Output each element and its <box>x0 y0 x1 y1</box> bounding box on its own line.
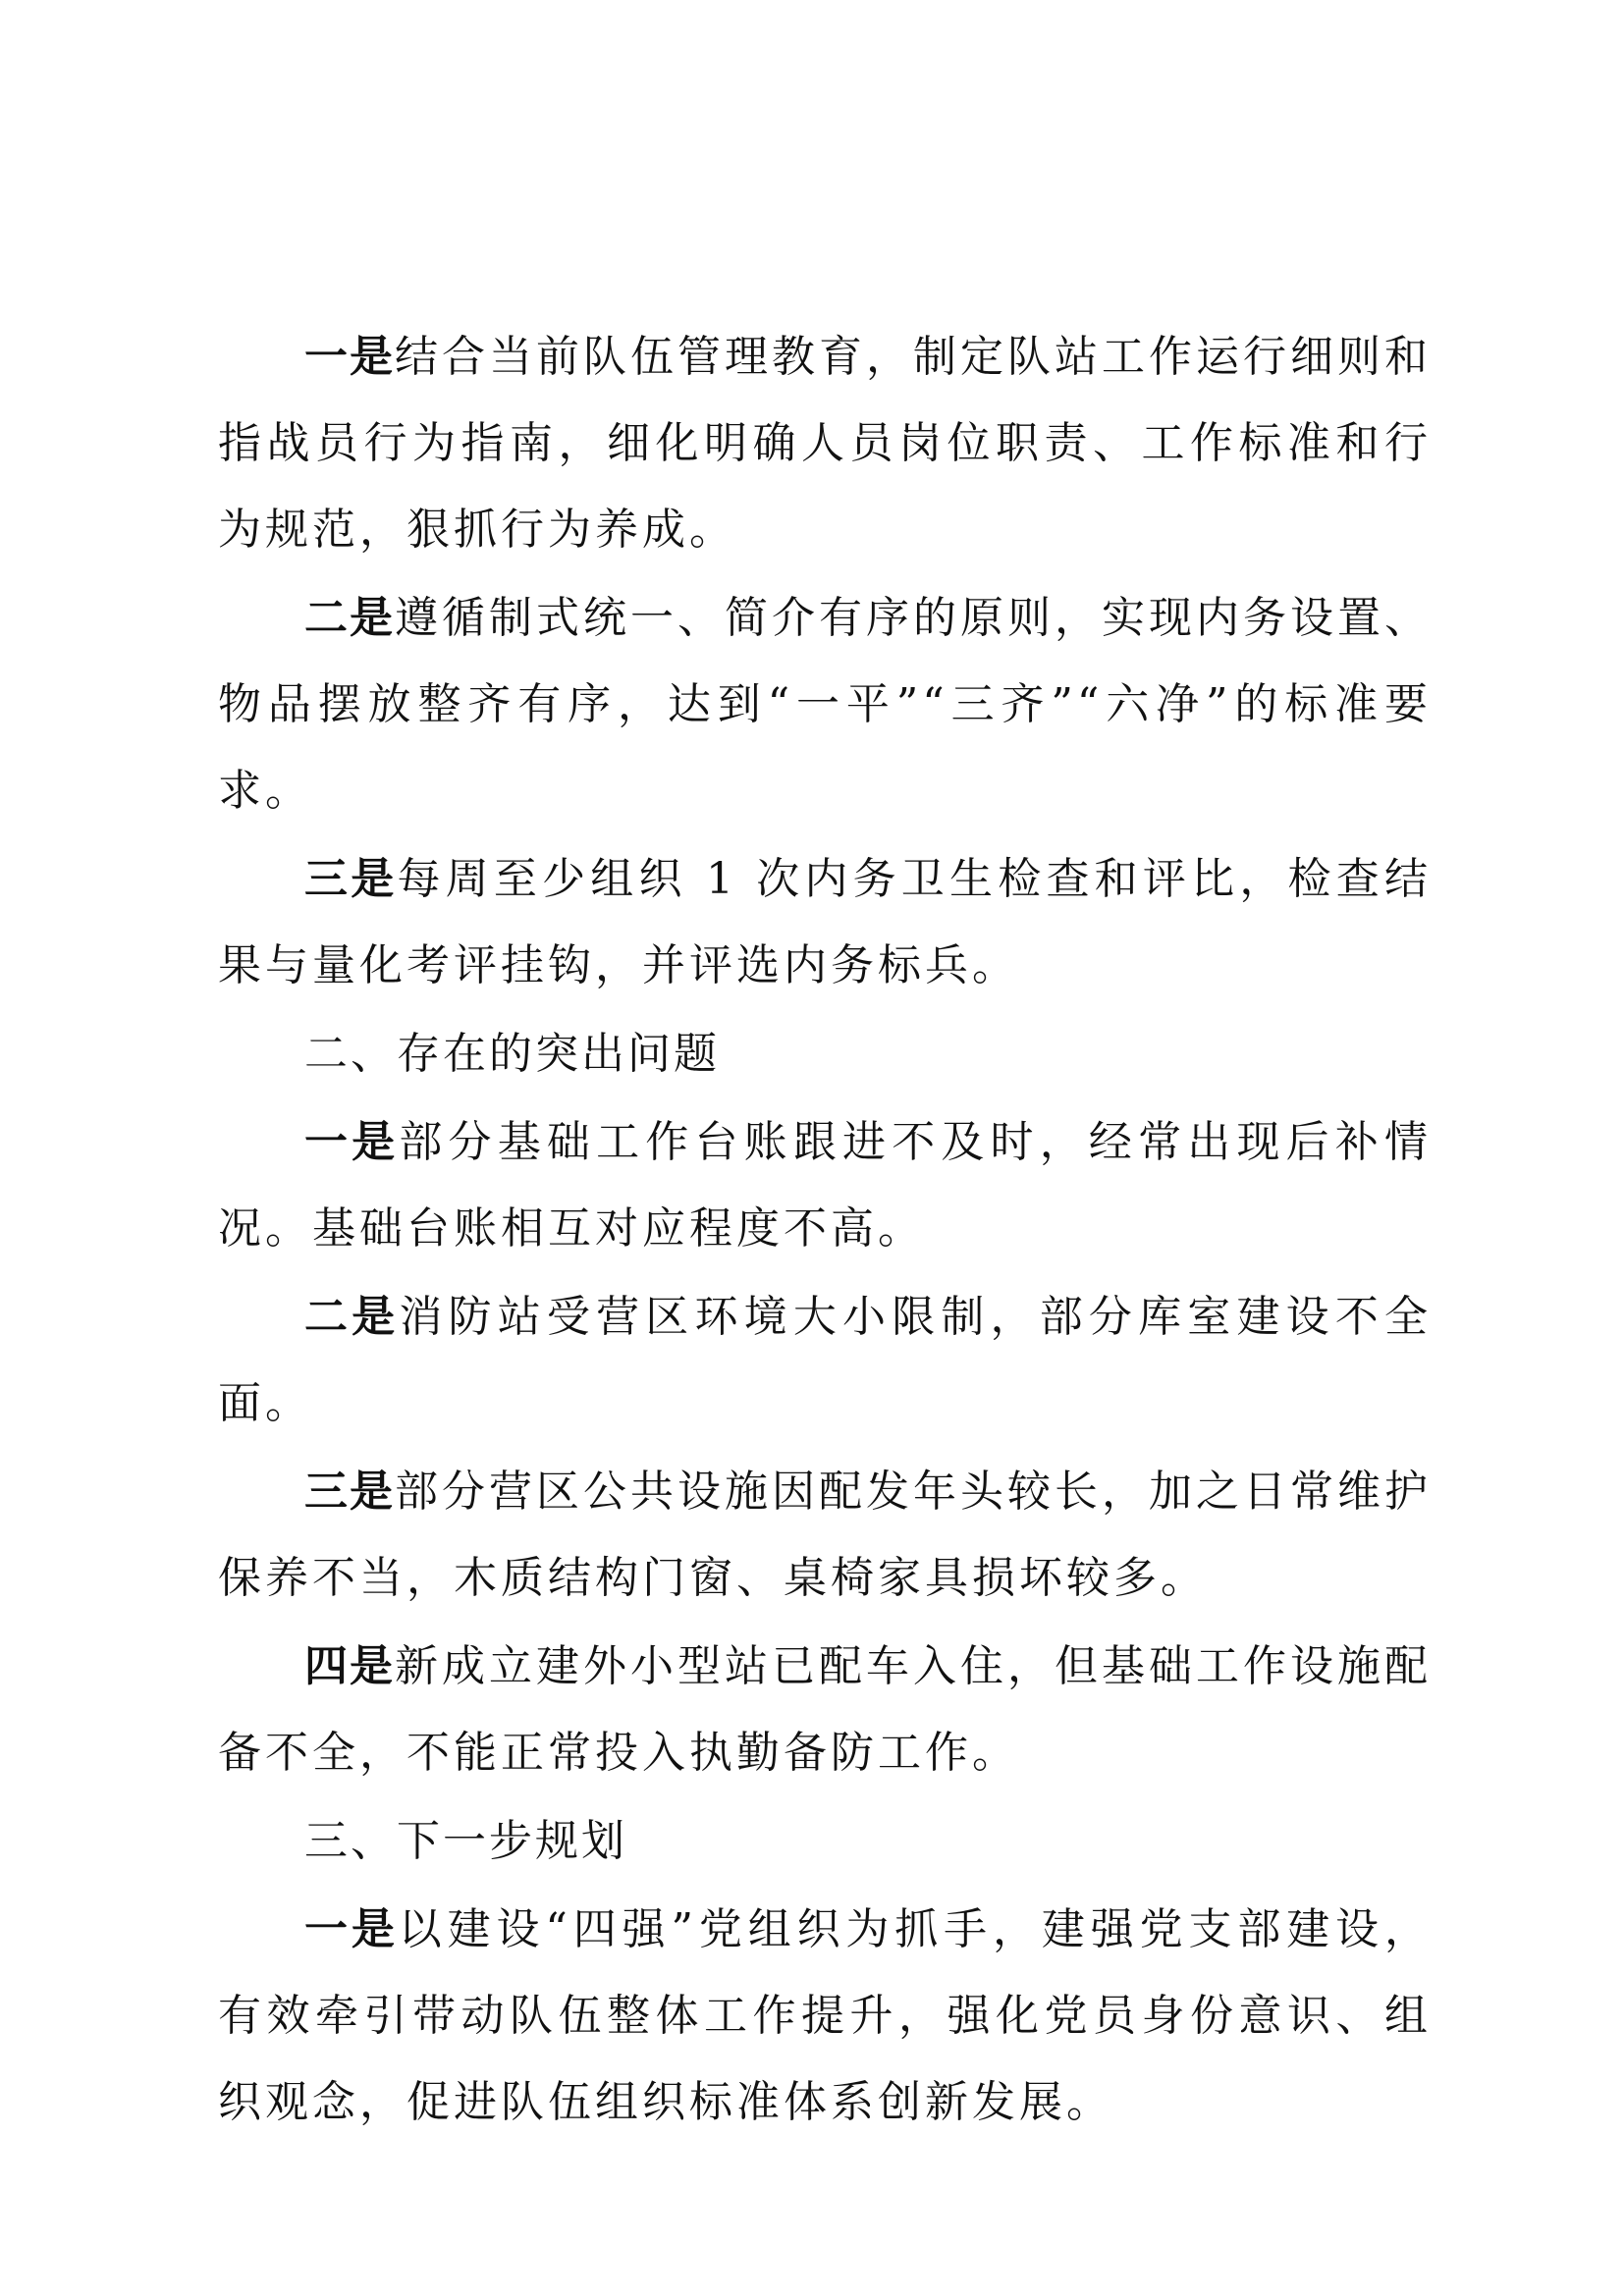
paragraph-s1-2 <box>218 575 1432 834</box>
paragraph-lead: 一是 <box>304 332 395 382</box>
paragraph-lead: 四是 <box>304 1641 395 1691</box>
document-body <box>218 314 1432 2148</box>
paragraph-s2-1 <box>218 1099 1432 1272</box>
paragraph-text: 部分营区公共设施因配发年头较长，加之日常维护保养不当，木质结构门窗、桌椅家具损坏较多。 <box>218 1467 1432 1603</box>
paragraph-text: 每周至少组织 1 次内务卫生检查和评比，检查结果与量化考评挂钩，并评选内务标兵。 <box>218 854 1432 990</box>
paragraph-text: 遵循制式统一、简介有序的原则，实现内务设置、物品摆放整齐有序，达到“一平”“三齐”“六净”的标准要求。 <box>218 593 1432 816</box>
paragraph-lead: 二是 <box>304 1292 400 1342</box>
paragraph-lead: 一是 <box>304 1117 400 1167</box>
paragraph-text: 部分基础工作台账跟进不及时，经常出现后补情况。基础台账相互对应程度不高。 <box>218 1117 1433 1254</box>
paragraph-text: 新成立建外小型站已配车入住，但基础工作设施配备不全，不能正常投入执勤备防工作。 <box>218 1641 1432 1778</box>
paragraph-s1-1 <box>218 314 1432 573</box>
section-heading-2: 二、存在的突出问题 <box>304 1029 720 1079</box>
paragraph-lead: 二是 <box>304 593 395 643</box>
paragraph-text: 消防站受营区环境大小限制，部分库室建设不全面。 <box>218 1292 1433 1428</box>
paragraph-lead: 一是 <box>304 1904 399 1954</box>
paragraph-text: 结合当前队伍管理教育，制定队站工作运行细则和指战员行为指南，细化明确人员岗位职责、工作标准和行为规范，狠抓行为养成。 <box>218 332 1432 555</box>
paragraph-lead: 三是 <box>304 1467 395 1517</box>
paragraph-s2-4 <box>218 1624 1432 1796</box>
paragraph-lead: 三是 <box>304 854 398 904</box>
paragraph-s2-2 <box>218 1274 1432 1447</box>
paragraph-s3-1 <box>218 1887 1432 2146</box>
section-heading-3: 三、下一步规划 <box>304 1816 627 1866</box>
paragraph-s2-3 <box>218 1449 1432 1622</box>
paragraph-text: 以建设“四强”党组织为抓手，建强党支部建设，有效牵引带动队伍整体工作提升，强化党员身份意识、组织观念，促进队伍组织标准体系创新发展。 <box>218 1904 1432 2127</box>
paragraph-s1-3 <box>218 836 1432 1009</box>
